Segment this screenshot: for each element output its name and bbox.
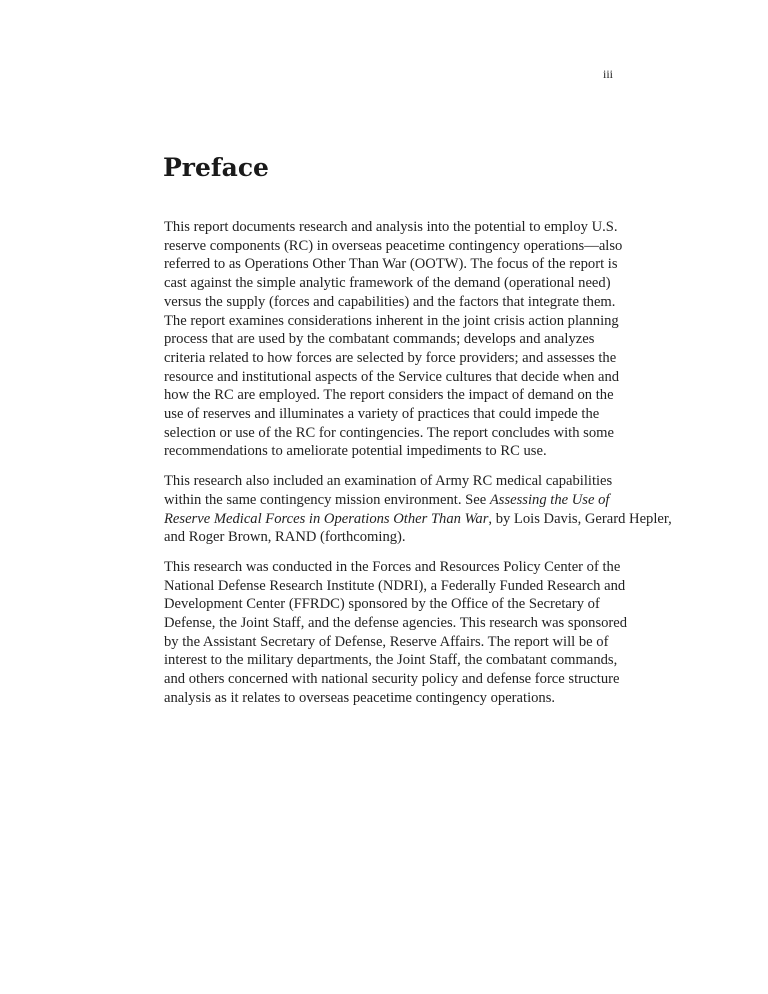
text-line: Development Center (FFRDC) sponsored by the Office of the Secretary of xyxy=(164,596,600,613)
text-line: how the RC are employed. The report considers the impact of demand on the xyxy=(164,387,614,404)
text-line: This research also included an examination of Army RC medical capabilities xyxy=(164,473,613,490)
page-title: Preface xyxy=(163,153,269,182)
text-line: and others concerned with national security policy and defense force structure xyxy=(164,671,620,688)
page-number: iii xyxy=(603,67,614,81)
text-line: analysis as it relates to overseas peacetime contingency operations. xyxy=(164,689,556,706)
text-line: reserve components (RC) in overseas peacetime contingency operations—also xyxy=(164,237,623,254)
text-line: This research was conducted in the Forces and Resources Policy Center of the xyxy=(164,558,621,575)
preface-body xyxy=(164,218,724,719)
text-line: process that are used by the combatant commands; develops and analyzes xyxy=(164,331,595,348)
text-line: The report examines considerations inherent in the joint crisis action planning xyxy=(164,312,619,329)
text-line xyxy=(164,510,724,529)
text-line: recommendations to ameliorate potential impediments to RC use. xyxy=(164,443,547,460)
text-line: use of reserves and illuminates a variety of practices that could impede the xyxy=(164,406,600,423)
text-line: versus the supply (forces and capabilities) and the factors that integrate them. xyxy=(164,293,616,310)
text-line: criteria related to how forces are selected by force providers; and assesses the xyxy=(164,349,617,366)
text-line: by the Assistant Secretary of Defense, Reserve Affairs. The report will be of xyxy=(164,633,609,650)
paragraph-related-research xyxy=(164,472,724,547)
text-line: and Roger Brown, RAND (forthcoming). xyxy=(164,529,406,546)
paragraph-intro xyxy=(164,218,724,461)
text-line: cast against the simple analytic framework of the demand (operational need) xyxy=(164,275,611,292)
text-line: National Defense Research Institute (NDRI), a Federally Funded Research and xyxy=(164,577,626,594)
text-line: This report documents research and analysis into the potential to employ U.S. xyxy=(164,219,618,235)
text-line xyxy=(164,491,724,510)
citation-title: Reserve Medical Forces in Operations Other Than War xyxy=(164,510,489,527)
citation-title: Assessing the Use of xyxy=(489,491,610,508)
text-line: Defense, the Joint Staff, and the defense agencies. This research was sponsored xyxy=(164,615,628,632)
paragraph-sponsorship xyxy=(164,558,724,708)
text-line: resource and institutional aspects of the Service cultures that decide when and xyxy=(164,368,620,385)
text-span: , by Lois Davis, Gerard Hepler, xyxy=(488,510,672,527)
text-line: interest to the military departments, the Joint Staff, the combatant commands, xyxy=(164,652,618,669)
text-line: selection or use of the RC for contingencies. The report concludes with some xyxy=(164,424,614,441)
text-line: referred to as Operations Other Than War (OOTW). The focus of the report is xyxy=(164,256,618,273)
text-span: within the same contingency mission environment. See xyxy=(164,491,490,508)
